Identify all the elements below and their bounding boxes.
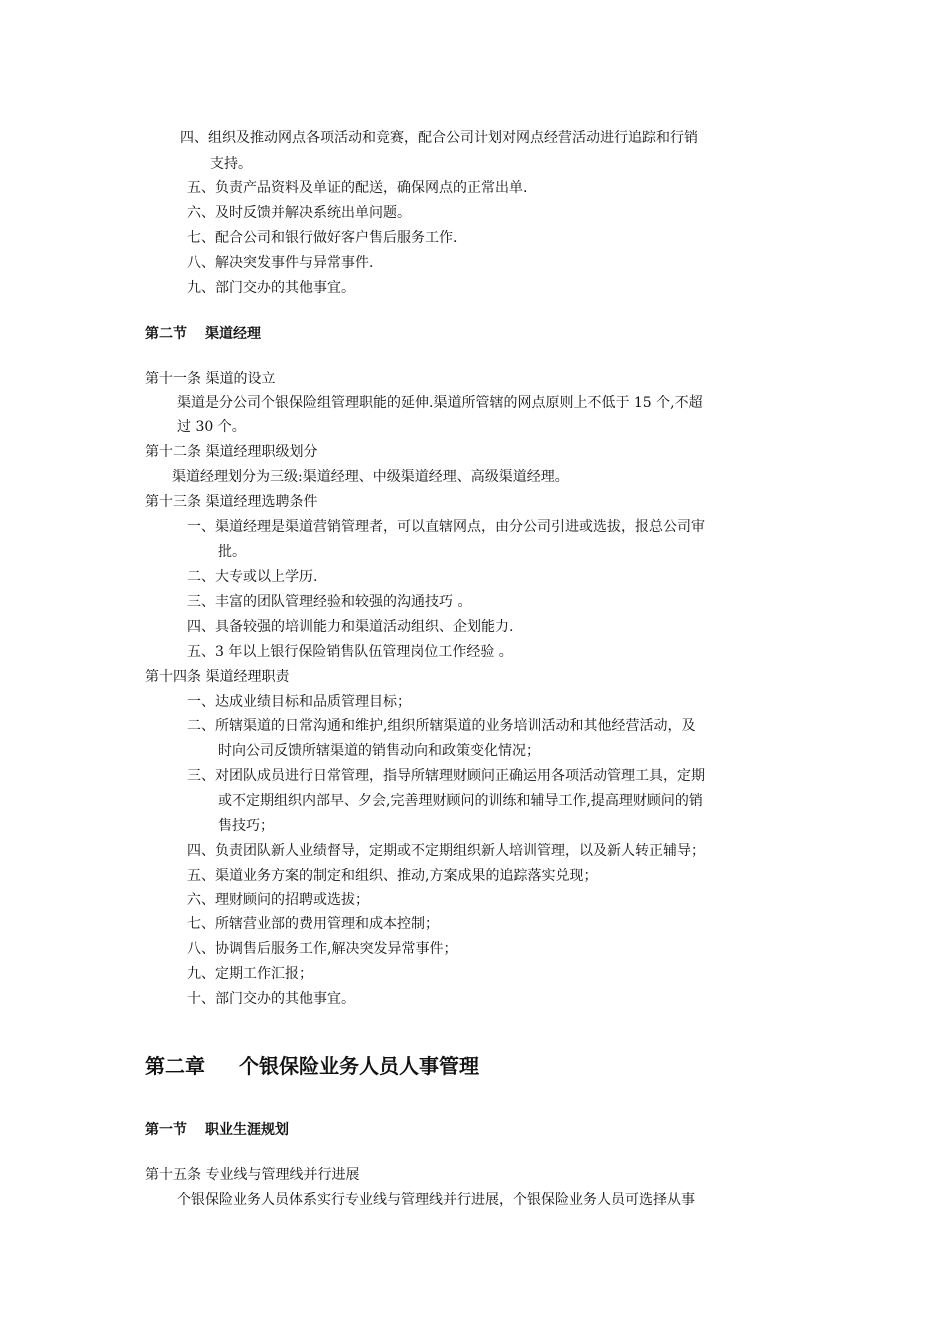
paragraph: 渠道经理划分为三级:渠道经理、中级渠道经理、高级渠道经理。	[172, 469, 569, 485]
list-item: 六、及时反馈并解决系统出单问题。	[187, 205, 411, 221]
list-item: 八、解决突发事件与异常事件.	[187, 255, 374, 271]
list-item: 九、定期工作汇报；	[187, 966, 313, 982]
article-heading: 第十五条 专业线与管理线并行进展	[145, 1167, 360, 1183]
list-item: 一、达成业绩目标和品质管理目标；	[187, 694, 411, 710]
list-item: 二、所辖渠道的日常沟通和维护,组织所辖渠道的业务培训活动和其他经营活动，及	[187, 718, 696, 734]
list-item-continuation: 售技巧；	[218, 818, 274, 834]
list-item: 四、具备较强的培训能力和渠道活动组织、企划能力.	[187, 619, 514, 635]
list-item: 十、部门交办的其他事宜。	[187, 991, 355, 1007]
list-item-continuation: 时向公司反馈所辖渠道的销售动向和政策变化情况；	[218, 743, 540, 759]
paragraph: 渠道是分公司个银保险组管理职能的延伸.渠道所管辖的网点原则上不低于 15 个,不超	[177, 395, 703, 411]
list-item: 七、所辖营业部的费用管理和成本控制；	[187, 916, 439, 932]
list-item: 八、协调售后服务工作,解决突发异常事件；	[187, 941, 458, 957]
list-item: 四、负责团队新人业绩督导，定期或不定期组织新人培训管理，以及新人转正辅导；	[187, 843, 705, 859]
section-heading: 第二节 渠道经理	[145, 326, 261, 342]
list-item-continuation: 支持。	[210, 156, 252, 172]
list-item: 二、大专或以上学历.	[187, 569, 318, 585]
list-item: 六、理财顾问的招聘或选拔；	[187, 892, 369, 908]
list-item: 一、渠道经理是渠道营销管理者，可以直辖网点，由分公司引进或选拔，报总公司审	[187, 519, 705, 535]
article-heading: 第十三条 渠道经理选聘条件	[145, 494, 318, 510]
article-heading: 第十二条 渠道经理职级划分	[145, 444, 318, 460]
paragraph: 个银保险业务人员体系实行专业线与管理线并行进展，个银保险业务人员可选择从事	[177, 1192, 695, 1208]
chapter-heading: 第二章 个银保险业务人员人事管理	[145, 1054, 479, 1078]
list-item-continuation: 批。	[218, 544, 246, 560]
list-item: 三、对团队成员进行日常管理，指导所辖理财顾问正确运用各项活动管理工具，定期	[187, 768, 705, 784]
list-item-continuation: 或不定期组织内部早、夕会,完善理财顾问的训练和辅导工作,提高理财顾问的销	[218, 793, 703, 809]
article-heading: 第十四条 渠道经理职责	[145, 669, 290, 685]
section-heading: 第一节 职业生涯规划	[145, 1122, 289, 1138]
list-item: 九、部门交办的其他事宜。	[187, 280, 355, 296]
list-item: 五、负责产品资料及单证的配送，确保网点的正常出单.	[187, 180, 528, 196]
list-item: 五、渠道业务方案的制定和组织、推动,方案成果的追踪落实兑现；	[187, 868, 598, 884]
article-heading: 第十一条 渠道的设立	[145, 371, 276, 387]
list-item: 五、3 年以上银行保险销售队伍管理岗位工作经验 。	[187, 644, 513, 660]
list-item: 四、组织及推动网点各项活动和竞赛，配合公司计划对网点经营活动进行追踪和行销	[180, 130, 698, 146]
list-item: 七、配合公司和银行做好客户售后服务工作.	[187, 230, 458, 246]
list-item: 三、丰富的团队管理经验和较强的沟通技巧 。	[187, 594, 472, 610]
paragraph-continuation: 过 30 个。	[177, 419, 246, 435]
